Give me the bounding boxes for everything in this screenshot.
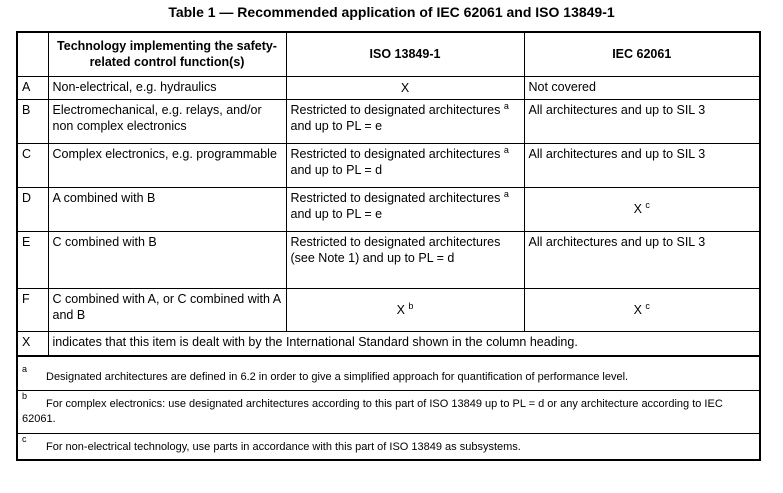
row-iso [286, 99, 524, 143]
note-ref: c [645, 300, 650, 311]
row-iec: All architectures and up to SIL 3 [524, 143, 759, 187]
iso-text-post: and up to PL = e [290, 118, 383, 133]
row-iec: All architectures and up to SIL 3 [524, 231, 759, 288]
note-ref: a [503, 188, 509, 199]
table-title: Table 1 — Recommended application of IEC 62061 and ISO 13849-1 [168, 4, 615, 20]
row-id: C [18, 143, 48, 187]
row-iso [286, 187, 524, 231]
note-ref: a [503, 100, 509, 111]
row-iec [524, 288, 759, 331]
table-frame [16, 31, 761, 461]
legend-row [18, 331, 759, 356]
table-row [18, 143, 759, 187]
note-text: For complex electronics: use designated architectures according to this part of ISO 13849 up to PL = d or any architecture according to IEC 62061. [22, 398, 723, 425]
note-text: For non-electrical technology, use parts in accordance with this part of ISO 13849 as subsystems. [46, 441, 521, 453]
row-iso [286, 288, 524, 331]
table-note [18, 434, 753, 460]
table-row [18, 76, 759, 99]
row-iec [524, 187, 759, 231]
row-technology: A combined with B [48, 187, 286, 231]
row-iec: Not covered [524, 76, 759, 99]
iso-text-post: and up to PL = d [290, 162, 383, 177]
row-technology: Complex electronics, e.g. programmable [48, 143, 286, 187]
row-technology: Non-electrical, e.g. hydraulics [48, 76, 286, 99]
note-ref: a [503, 144, 509, 155]
table-row [18, 288, 759, 331]
note-label: c [22, 434, 27, 444]
iso-text-post: and up to PL = e [290, 206, 383, 221]
note-text: Designated architectures are defined in 6.2 in order to give a simplified approach for quantification of performance level. [46, 371, 629, 383]
row-id: F [18, 288, 48, 331]
table-row [18, 231, 759, 288]
header-technology: Technology implementing the safety-related control function(s) [48, 33, 286, 76]
row-iso: Restricted to designated architectures (see Note 1) and up to PL = d [286, 231, 524, 288]
iso-text-pre: Restricted to designated architectures [290, 102, 501, 117]
note-ref: c [645, 200, 650, 210]
row-id: D [18, 187, 48, 231]
row-technology: C combined with B [48, 231, 286, 288]
row-id: B [18, 99, 48, 143]
note-ref: b [408, 300, 414, 311]
row-iec: All architectures and up to SIL 3 [524, 99, 759, 143]
note-label: b [22, 391, 28, 401]
header-iec: IEC 62061 [524, 33, 759, 76]
table-note [18, 364, 753, 390]
table-row [18, 187, 759, 231]
iec-mark: X [633, 202, 642, 216]
table-header-row [18, 33, 759, 76]
iso-text-pre: Restricted to designated architectures [290, 190, 501, 205]
row-id: A [18, 76, 48, 99]
row-iso [286, 143, 524, 187]
application-table [18, 33, 759, 357]
header-id [18, 33, 48, 76]
iso-mark: X [396, 302, 405, 317]
header-iso: ISO 13849-1 [286, 33, 524, 76]
row-technology: Electromechanical, e.g. relays, and/or non complex electronics [48, 99, 286, 143]
iec-mark: X [633, 302, 642, 317]
iso-text-pre: Restricted to designated architectures [290, 146, 501, 161]
legend-symbol: X [18, 331, 48, 356]
row-id: E [18, 231, 48, 288]
table-note [18, 391, 753, 431]
row-iso: X [286, 76, 524, 99]
note-label: a [22, 364, 28, 374]
row-technology: C combined with A, or C combined with A and B [48, 288, 286, 331]
legend-text: indicates that this item is dealt with by the International Standard shown in the column heading. [48, 331, 759, 356]
table-row [18, 99, 759, 143]
